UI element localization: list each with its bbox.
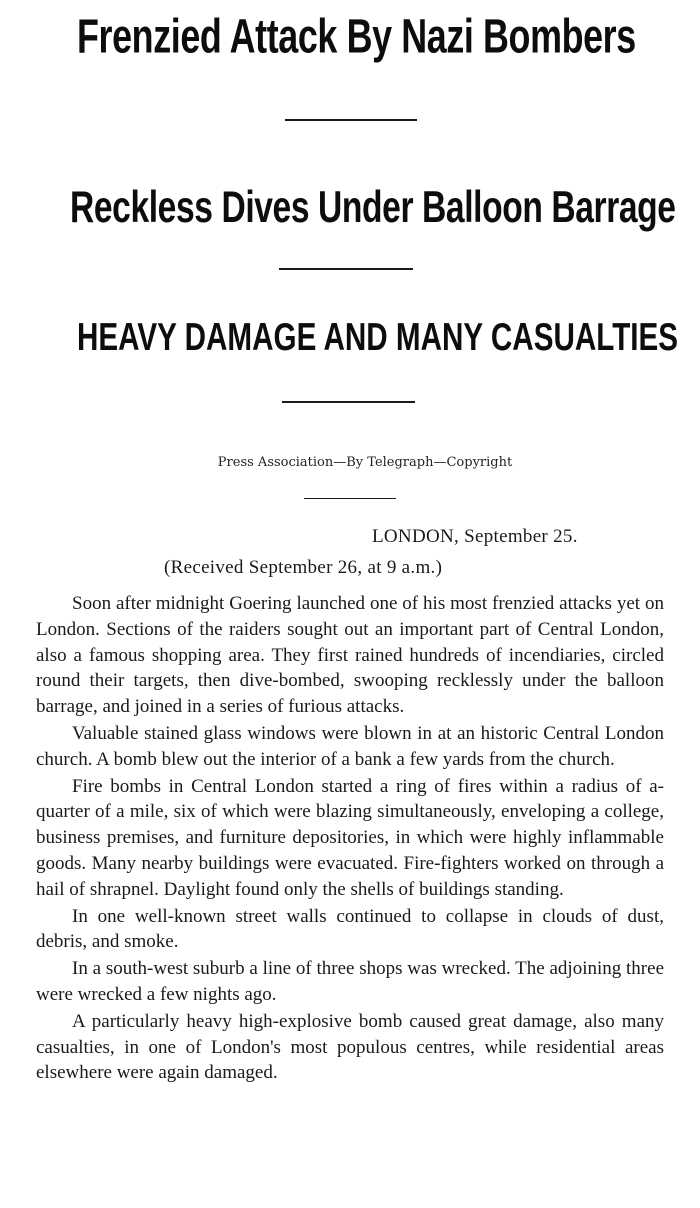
headline-secondary: Reckless Dives Under Balloon Barrage xyxy=(70,182,676,232)
credit-divider xyxy=(304,498,396,499)
article-paragraph: In a south-west suburb a line of three shops was wrecked. The adjoining three were wrecked a few nights ago. xyxy=(36,958,664,1005)
article-paragraph: A particularly heavy high-explosive bomb caused great damage, also many casualties, in one of London's most populous centres, while residential areas elsewhere were again damaged. xyxy=(36,1010,664,1084)
article-paragraph: Fire bombs in Central London started a ring of fires within a radius of a-quarter of a mile, six of which were blazing simultaneously, enveloping a college, business premises, and furniture depositories, in which were highly inflammable goods. Many nearby buildings were evacuated. Fire-fighters worked on through a hail of shrapnel. Daylight found only the shells of buildings standing. xyxy=(36,775,664,900)
article-paragraph: In one well-known street walls continued to collapse in clouds of dust, debris, and smoke. xyxy=(36,905,664,953)
article-paragraph: Soon after midnight Goering launched one of his most frenzied attacks yet on London. Sections of the raiders sought out an important part of Central London, also a famous shopping area. They first rained hundreds of incendiaries, circled round their targets, then dive-bombed, swooping recklessly under the balloon barrage, and joined in a series of furious attacks. xyxy=(36,593,664,718)
headline-main: Frenzied Attack By Nazi Bombers xyxy=(77,8,636,63)
headline-divider xyxy=(282,401,415,403)
headline-divider xyxy=(285,119,417,121)
article-body xyxy=(36,591,664,1087)
dateline: LONDON, September 25. xyxy=(372,526,578,547)
article-paragraph: Valuable stained glass windows were blown in at an historic Central London church. A bomb blew out the interior of a bank a few yards from the church. xyxy=(36,722,664,770)
headline-divider xyxy=(279,268,413,270)
received-note: (Received September 26, at 9 a.m.) xyxy=(164,557,443,578)
headline-tertiary: HEAVY DAMAGE AND MANY CASUALTIES xyxy=(77,316,679,359)
press-credit: Press Association—By Telegraph—Copyright xyxy=(217,455,513,470)
